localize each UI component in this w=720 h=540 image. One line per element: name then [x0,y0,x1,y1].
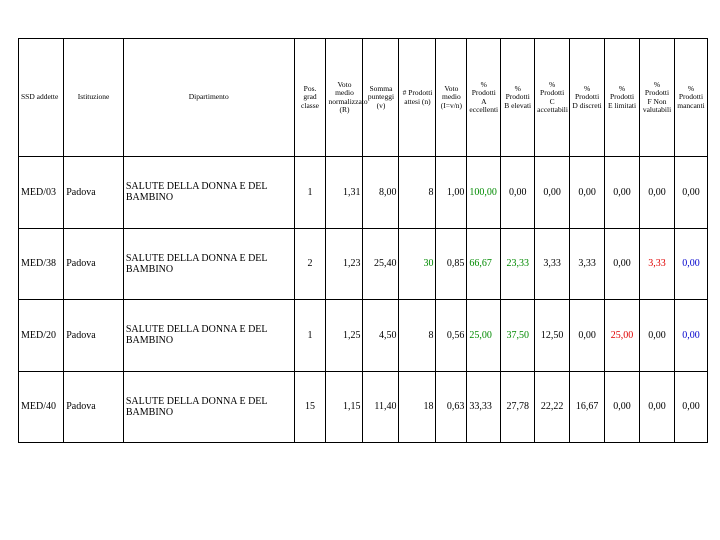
cell-dipartimento: SALUTE DELLA DONNA E DEL BAMBINO [123,371,294,443]
header-prodotti-d: % Prodotti D discreti [570,39,605,157]
cell-b: 0,00 [501,157,535,229]
cell-v: 25,40 [363,228,399,300]
cell-r: 1,15 [326,371,363,443]
cell-c: 12,50 [535,300,570,372]
header-pos-grad: Pos. grad classe [294,39,326,157]
cell-istituzione: Padova [64,300,124,372]
header-prodotti-attesi: # Prodotti attesi (n) [399,39,436,157]
cell-b: 27,78 [501,371,535,443]
cell-d: 3,33 [570,228,605,300]
cell-c: 3,33 [535,228,570,300]
cell-istituzione: Padova [64,371,124,443]
ranking-table [18,38,708,443]
header-prodotti-b: % Prodotti B elevati [501,39,535,157]
cell-i: 0,85 [436,228,467,300]
cell-d: 0,00 [570,157,605,229]
cell-r: 1,25 [326,300,363,372]
cell-dipartimento: SALUTE DELLA DONNA E DEL BAMBINO [123,157,294,229]
cell-i: 0,63 [436,371,467,443]
table-row [19,157,708,229]
table-row [19,371,708,443]
cell-v: 11,40 [363,371,399,443]
cell-n: 8 [399,300,436,372]
cell-r: 1,23 [326,228,363,300]
cell-ssd: MED/40 [19,371,64,443]
cell-f: 3,33 [640,228,675,300]
cell-istituzione: Padova [64,157,124,229]
cell-m: 0,00 [674,157,707,229]
header-prodotti-a: % Prodotti A eccellenti [467,39,501,157]
header-voto-medio: Voto medio (I=v/n) [436,39,467,157]
cell-e: 0,00 [605,228,640,300]
header-prodotti-mancanti: % Prodotti mancanti [674,39,707,157]
cell-i: 0,56 [436,300,467,372]
header-prodotti-e: % Prodotti E limitati [605,39,640,157]
header-prodotti-c: % Prodotti C accettabili [535,39,570,157]
cell-i: 1,00 [436,157,467,229]
cell-dipartimento: SALUTE DELLA DONNA E DEL BAMBINO [123,300,294,372]
cell-m: 0,00 [674,300,707,372]
cell-a: 66,67 [467,228,501,300]
header-dipartimento: Dipartimento [123,39,294,157]
cell-a: 25,00 [467,300,501,372]
cell-dipartimento: SALUTE DELLA DONNA E DEL BAMBINO [123,228,294,300]
cell-n: 18 [399,371,436,443]
table-row [19,300,708,372]
cell-a: 100,00 [467,157,501,229]
cell-istituzione: Padova [64,228,124,300]
cell-d: 16,67 [570,371,605,443]
cell-pos: 15 [294,371,326,443]
cell-d: 0,00 [570,300,605,372]
cell-e: 0,00 [605,371,640,443]
header-istituzione: Istituzione [64,39,124,157]
table-row [19,228,708,300]
cell-m: 0,00 [674,371,707,443]
cell-a: 33,33 [467,371,501,443]
cell-ssd: MED/20 [19,300,64,372]
cell-pos: 2 [294,228,326,300]
cell-f: 0,00 [640,300,675,372]
cell-c: 0,00 [535,157,570,229]
cell-v: 4,50 [363,300,399,372]
header-ssd: SSD addette [19,39,64,157]
cell-b: 37,50 [501,300,535,372]
cell-n: 30 [399,228,436,300]
header-prodotti-f: % Prodotti F Non valutabili [640,39,675,157]
cell-r: 1,31 [326,157,363,229]
cell-e: 25,00 [605,300,640,372]
cell-c: 22,22 [535,371,570,443]
cell-b: 23,33 [501,228,535,300]
cell-pos: 1 [294,300,326,372]
cell-n: 8 [399,157,436,229]
cell-pos: 1 [294,157,326,229]
cell-f: 0,00 [640,157,675,229]
cell-v: 8,00 [363,157,399,229]
header-voto-normalizzato: Voto medio normalizzato (R) [326,39,363,157]
header-somma-punteggi: Somma punteggi (v) [363,39,399,157]
cell-f: 0,00 [640,371,675,443]
header-row [19,39,708,157]
cell-e: 0,00 [605,157,640,229]
cell-ssd: MED/38 [19,228,64,300]
cell-m: 0,00 [674,228,707,300]
cell-ssd: MED/03 [19,157,64,229]
